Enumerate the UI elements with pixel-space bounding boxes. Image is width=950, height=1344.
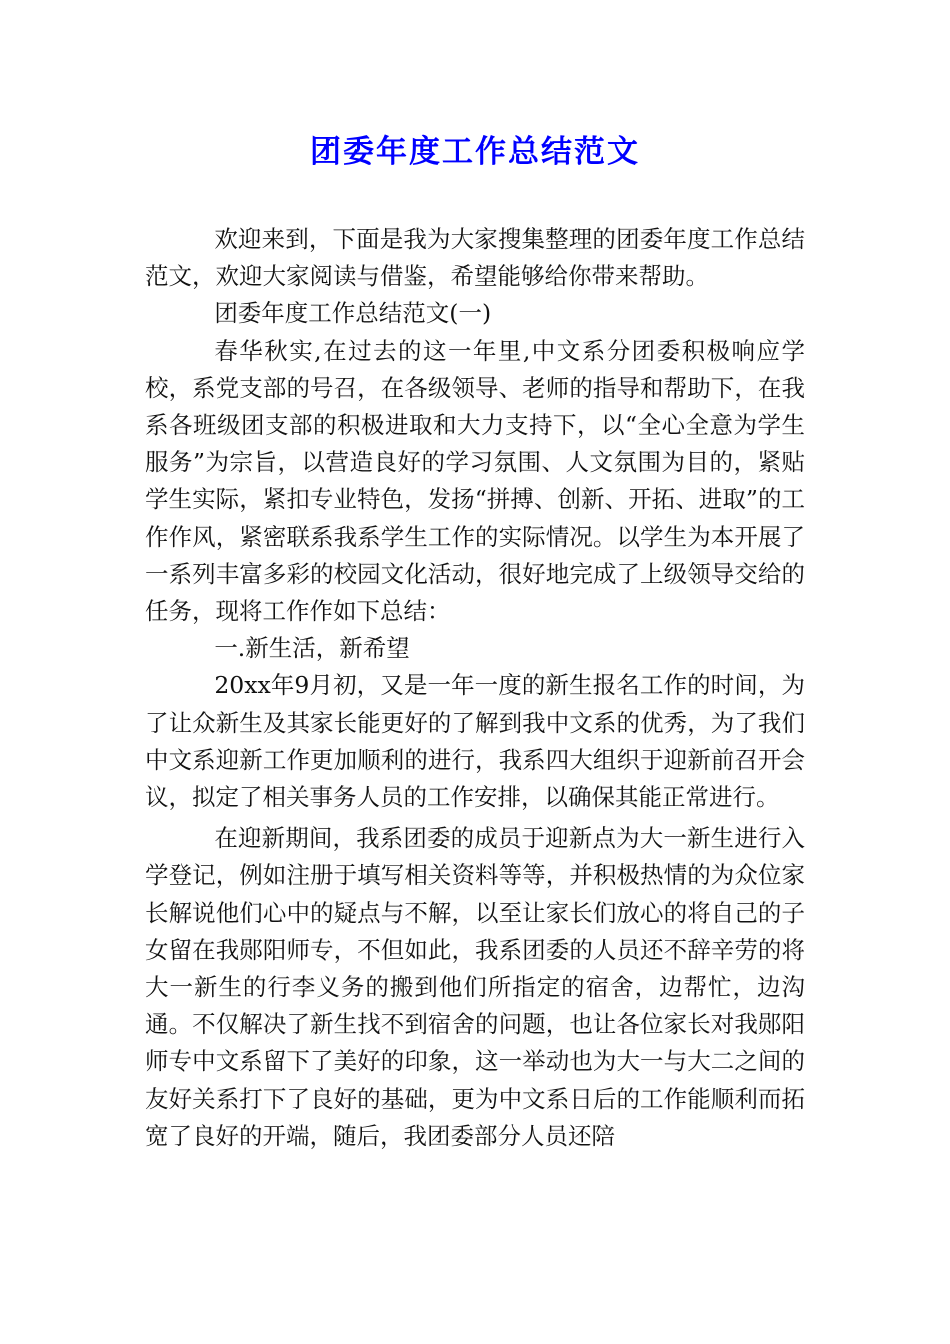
document-title: 团委年度工作总结范文 bbox=[310, 134, 640, 170]
document-body bbox=[145, 221, 805, 1155]
body-paragraph: 在迎新期间，我系团委的成员于迎新点为大一新生进行入学登记，例如注册于填写相关资料等等，并积极热情的为众位家长解说他们心中的疑点与不解，以至让家长们放心的将自己的子女留在我郧阳师专，不但如此，我系团委的人员还不辞辛劳的将大一新生的行李义务的搬到他们所指定的宿舍，边帮忙，边沟通。不仅解决了新生找不到宿舍的问题，也让各位家长对我郧阳师专中文系留下了美好的印象，这一举动也为大一与大二之间的友好关系打下了良好的基础，更为中文系日后的工作能顺利而拓宽了良好的开端，随后，我团委部分人员还陪 bbox=[145, 824, 805, 1150]
body-paragraph: 20xx年9月初，又是一年一度的新生报名工作的时间，为了让众新生及其家长能更好的了解到我中文系的优秀，为了我们中文系迎新工作更加顺利的进行，我系四大组织于迎新前召开会议，拟定了相关事务人员的工作安排，以确保其能正常进行。 bbox=[145, 671, 805, 812]
intro-paragraph: 欢迎来到，下面是我为大家搜集整理的团委年度工作总结范文，欢迎大家阅读与借鉴，希望能够给你带来帮助。 bbox=[145, 225, 805, 291]
section-heading: 团委年度工作总结范文(一) bbox=[214, 299, 492, 328]
subsection-heading: 一.新生活，新希望 bbox=[214, 634, 410, 663]
body-paragraph: 春华秋实,在过去的这一年里,中文系分团委积极响应学校，系党支部的号召，在各级领导、老师的指导和帮助下，在我系各班级团支部的积极进取和大力支持下，以“全心全意为学生服务”为宗旨，以营造良好的学习氛围、人文氛围为目的，紧贴学生实际，紧扣专业特色，发扬“拼搏、创新、开拓、进取”的工作作风，紧密联系我系学生工作的实际情况。以学生为本开展了一系列丰富多彩的校园文化活动，很好地完成了上级领导交给的任务，现将工作作如下总结： bbox=[145, 336, 805, 626]
